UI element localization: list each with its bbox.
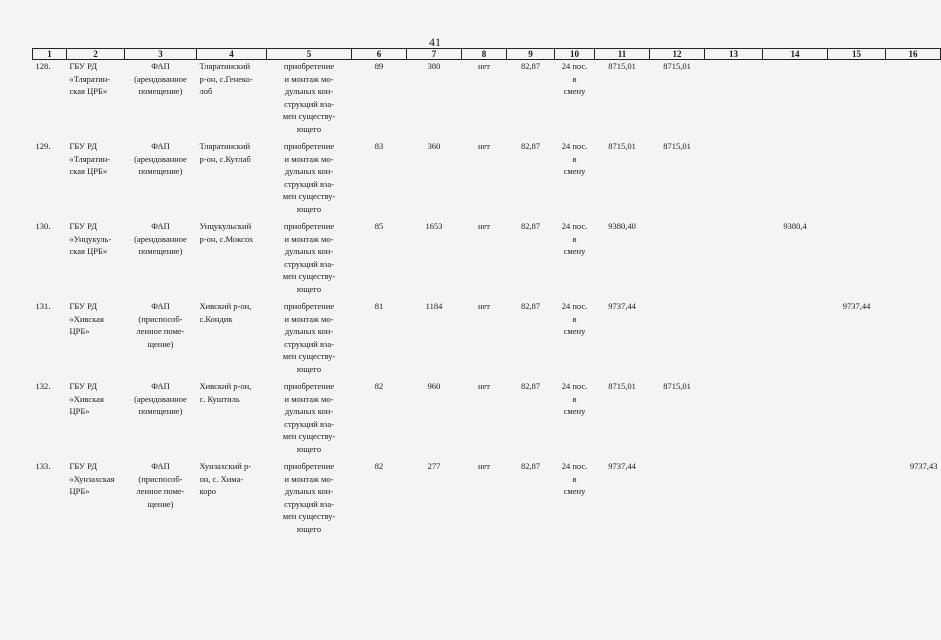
cell-col16 xyxy=(886,220,941,300)
page-number: 41 xyxy=(429,35,441,49)
cell-col10: 24 пос. в смену xyxy=(561,61,588,96)
organization: ГБУ РД «Унцукуль- ская ЦРБ» xyxy=(69,221,112,256)
cell-col14 xyxy=(763,380,828,460)
location: Хивский р-он, с.Кондик xyxy=(199,301,252,324)
col-header-15: 15 xyxy=(828,49,886,60)
cell-col10: 24 пос. в смену xyxy=(561,141,588,176)
table-row xyxy=(33,460,941,540)
cell-col9: 82,87 xyxy=(520,301,541,311)
row-number: 129. xyxy=(35,141,51,151)
facility-type: ФАП (приспособ- ленное поме- щение) xyxy=(136,461,185,509)
header-row xyxy=(33,49,941,60)
col-header-7: 7 xyxy=(407,49,462,60)
cell-col9: 82,87 xyxy=(520,141,541,151)
data-table xyxy=(32,48,941,540)
cell-col11: 8715,01 xyxy=(608,141,636,151)
row-number: 128. xyxy=(35,61,51,71)
col-header-12: 12 xyxy=(650,49,705,60)
cell-col7: 277 xyxy=(427,461,441,471)
cell-col10: 24 пос. в смену xyxy=(561,301,588,336)
work-description: приобретение и монтаж мо- дульных кон- струкций вза- мен существу- ющего xyxy=(282,461,336,534)
cell-col13 xyxy=(705,460,763,540)
cell-col7: 360 xyxy=(427,141,441,151)
work-description: приобретение и монтаж мо- дульных кон- струкций вза- мен существу- ющего xyxy=(282,381,336,454)
cell-col11: 9737,44 xyxy=(608,461,636,471)
cell-col8: нет xyxy=(477,221,491,231)
cell-col15: 9737,44 xyxy=(842,301,871,311)
cell-col13 xyxy=(705,140,763,220)
cell-col13 xyxy=(705,60,763,141)
cell-col15 xyxy=(828,380,886,460)
location: Унцукульский р-он, с.Моксох xyxy=(199,221,254,244)
row-number: 131. xyxy=(35,301,51,311)
cell-col9: 82,87 xyxy=(520,461,541,471)
work-description: приобретение и монтаж мо- дульных кон- струкций вза- мен существу- ющего xyxy=(282,141,336,214)
table-row xyxy=(33,140,941,220)
table-row xyxy=(33,60,941,141)
cell-col9: 82,87 xyxy=(520,221,541,231)
cell-col6: 82 xyxy=(374,381,384,391)
col-header-4: 4 xyxy=(197,49,267,60)
facility-type: ФАП (арендованное помещение) xyxy=(134,141,187,176)
cell-col13 xyxy=(705,380,763,460)
facility-type: ФАП (арендованное помещение) xyxy=(134,381,187,416)
table-row xyxy=(33,380,941,460)
cell-col15 xyxy=(828,140,886,220)
cell-col8: нет xyxy=(477,61,491,71)
cell-col13 xyxy=(705,220,763,300)
col-header-8: 8 xyxy=(462,49,507,60)
cell-col7: 960 xyxy=(427,381,441,391)
organization: ГБУ РД «Тляратин- ская ЦРБ» xyxy=(69,61,111,96)
location: Тляратинский р-он, с.Генеко- лоб xyxy=(199,61,253,96)
col-header-11: 11 xyxy=(595,49,650,60)
cell-col11: 9380,40 xyxy=(608,221,636,231)
cell-col16 xyxy=(886,140,941,220)
facility-type: ФАП (арендованное помещение) xyxy=(134,221,187,256)
facility-type: ФАП (арендованное помещение) xyxy=(134,61,187,96)
row-number: 132. xyxy=(35,381,51,391)
cell-col7: 1653 xyxy=(425,221,443,231)
cell-col8: нет xyxy=(477,381,491,391)
organization: ГБУ РД «Тляратин- ская ЦРБ» xyxy=(69,141,111,176)
cell-col6: 81 xyxy=(374,301,384,311)
cell-col12 xyxy=(650,220,705,300)
cell-col12: 8715,01 xyxy=(663,141,691,151)
work-description: приобретение и монтаж мо- дульных кон- струкций вза- мен существу- ющего xyxy=(282,221,336,294)
cell-col12: 8715,01 xyxy=(663,381,691,391)
col-header-10: 10 xyxy=(555,49,595,60)
cell-col15 xyxy=(828,220,886,300)
organization: ГБУ РД «Хивская ЦРБ» xyxy=(69,381,104,416)
cell-col6: 83 xyxy=(374,141,384,151)
row-number: 133. xyxy=(35,461,51,471)
cell-col8: нет xyxy=(477,461,491,471)
work-description: приобретение и монтаж мо- дульных кон- струкций вза- мен существу- ющего xyxy=(282,301,336,374)
cell-col16: 9737,43 xyxy=(909,461,938,471)
cell-col11: 9737,44 xyxy=(608,301,636,311)
cell-col11: 8715,01 xyxy=(608,61,636,71)
cell-col10: 24 пос. в смену xyxy=(561,381,588,416)
location: Хивский р-он, с. Куштиль xyxy=(199,381,252,404)
cell-col9: 82,87 xyxy=(520,61,541,71)
cell-col14 xyxy=(763,60,828,141)
cell-col10: 24 пос. в смену xyxy=(561,461,588,496)
table-row xyxy=(33,300,941,380)
col-header-16: 16 xyxy=(886,49,941,60)
col-header-13: 13 xyxy=(705,49,763,60)
location: Тляратинский р-он, с.Кутлаб xyxy=(199,141,251,164)
cell-col6: 89 xyxy=(374,61,384,71)
cell-col7: 1184 xyxy=(425,301,443,311)
cell-col16 xyxy=(886,300,941,380)
work-description: приобретение и монтаж мо- дульных кон- струкций вза- мен существу- ющего xyxy=(282,61,336,134)
col-header-9: 9 xyxy=(507,49,555,60)
organization: ГБУ РД «Хунзахская ЦРБ» xyxy=(69,461,115,496)
row-number: 130. xyxy=(35,221,51,231)
organization: ГБУ РД «Хивская ЦРБ» xyxy=(69,301,104,336)
cell-col8: нет xyxy=(477,301,491,311)
cell-col14 xyxy=(763,140,828,220)
cell-col16 xyxy=(886,380,941,460)
col-header-2: 2 xyxy=(67,49,125,60)
cell-col14 xyxy=(763,460,828,540)
cell-col14 xyxy=(763,300,828,380)
cell-col6: 85 xyxy=(374,221,384,231)
cell-col6: 82 xyxy=(374,461,384,471)
location: Хунзахский р- он, с. Хима- коро xyxy=(199,461,252,496)
cell-col13 xyxy=(705,300,763,380)
cell-col16 xyxy=(886,60,941,141)
cell-col11: 8715,01 xyxy=(608,381,636,391)
cell-col15 xyxy=(828,60,886,141)
cell-col14: 9380,4 xyxy=(783,221,807,231)
facility-type: ФАП (приспособ- ленное поме- щение) xyxy=(136,301,185,349)
col-header-14: 14 xyxy=(763,49,828,60)
cell-col7: 380 xyxy=(427,61,441,71)
cell-col9: 82,87 xyxy=(520,381,541,391)
cell-col12 xyxy=(650,300,705,380)
table-row xyxy=(33,220,941,300)
cell-col10: 24 пос. в смену xyxy=(561,221,588,256)
cell-col15 xyxy=(828,460,886,540)
col-header-6: 6 xyxy=(352,49,407,60)
col-header-5: 5 xyxy=(267,49,352,60)
col-header-1: 1 xyxy=(33,49,67,60)
col-header-3: 3 xyxy=(125,49,197,60)
cell-col12: 8715,01 xyxy=(663,61,691,71)
cell-col12 xyxy=(650,460,705,540)
cell-col8: нет xyxy=(477,141,491,151)
